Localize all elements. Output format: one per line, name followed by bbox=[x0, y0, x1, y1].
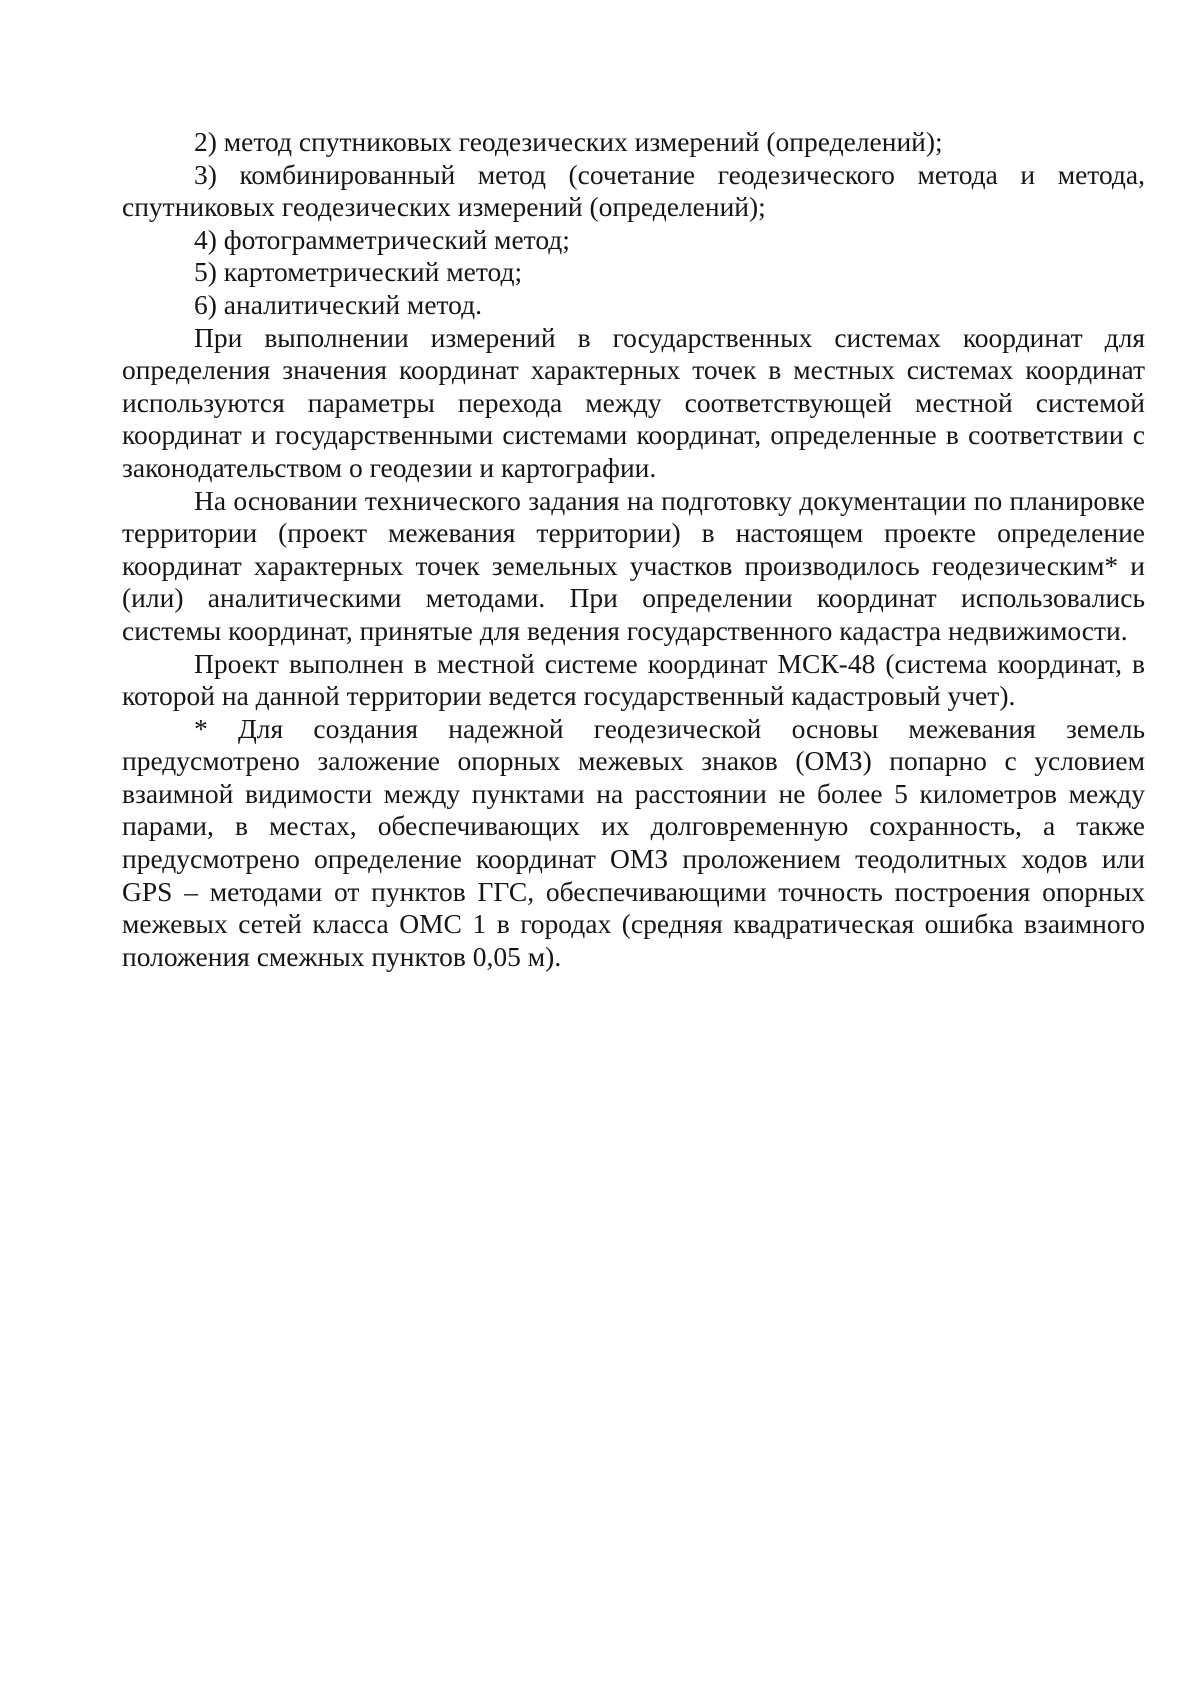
method-item-4: 4) фотограмметрический метод; bbox=[194, 223, 570, 255]
paragraph-transition-parameters: При выполнении измерений в государственных системах координат для определения значения координат характерных точек в местных системах координат используются параметры перехода между соответствующей местной системой координат и государственными системами координат, определенные в соответствии с законодательством о геодезии и картографии. bbox=[122, 321, 1145, 483]
method-item-5: 5) картометрический метод; bbox=[194, 256, 523, 288]
method-item-2: 2) метод спутниковых геодезических измерений (определений); bbox=[194, 126, 943, 157]
paragraph-coordinate-system: Проект выполнен в местной системе координат МСК-48 (система координат, в которой на данной территории ведется государственный кадастровый учет). bbox=[122, 647, 1145, 712]
document-body bbox=[122, 126, 1145, 973]
method-item-6: 6) аналитический метод. bbox=[194, 288, 483, 320]
method-item-3: 3) комбинированный метод (сочетание геодезического метода и метода, спутниковых геодезических измерений (определений); bbox=[122, 158, 1145, 223]
paragraph-technical-assignment: На основании технического задания на подготовку документации по планировке территории (проект межевания территории) в настоящем проекте определение координат характерных точек земельных участков производилось геодезическим* и (или) аналитическими методами. При определении координат использовались системы координат, принятые для ведения государственного кадастра недвижимости. bbox=[122, 484, 1145, 646]
footnote-paragraph: * Для создания надежной геодезической основы межевания земель предусмотрено заложение опорных межевых знаков (ОМЗ) попарно с условием взаимной видимости между пунктами на расстоянии не более 5 километров между парами, в местах, обеспечивающих их долговременную сохранность, а также предусмотрено определение координат ОМЗ проложением теодолитных ходов или GPS – методами от пунктов ГГС, обеспечивающими точность построения опорных межевых сетей класса ОМС 1 в городах (средняя квадратическая ошибка взаимного положения смежных пунктов 0,05 м). bbox=[122, 712, 1145, 972]
